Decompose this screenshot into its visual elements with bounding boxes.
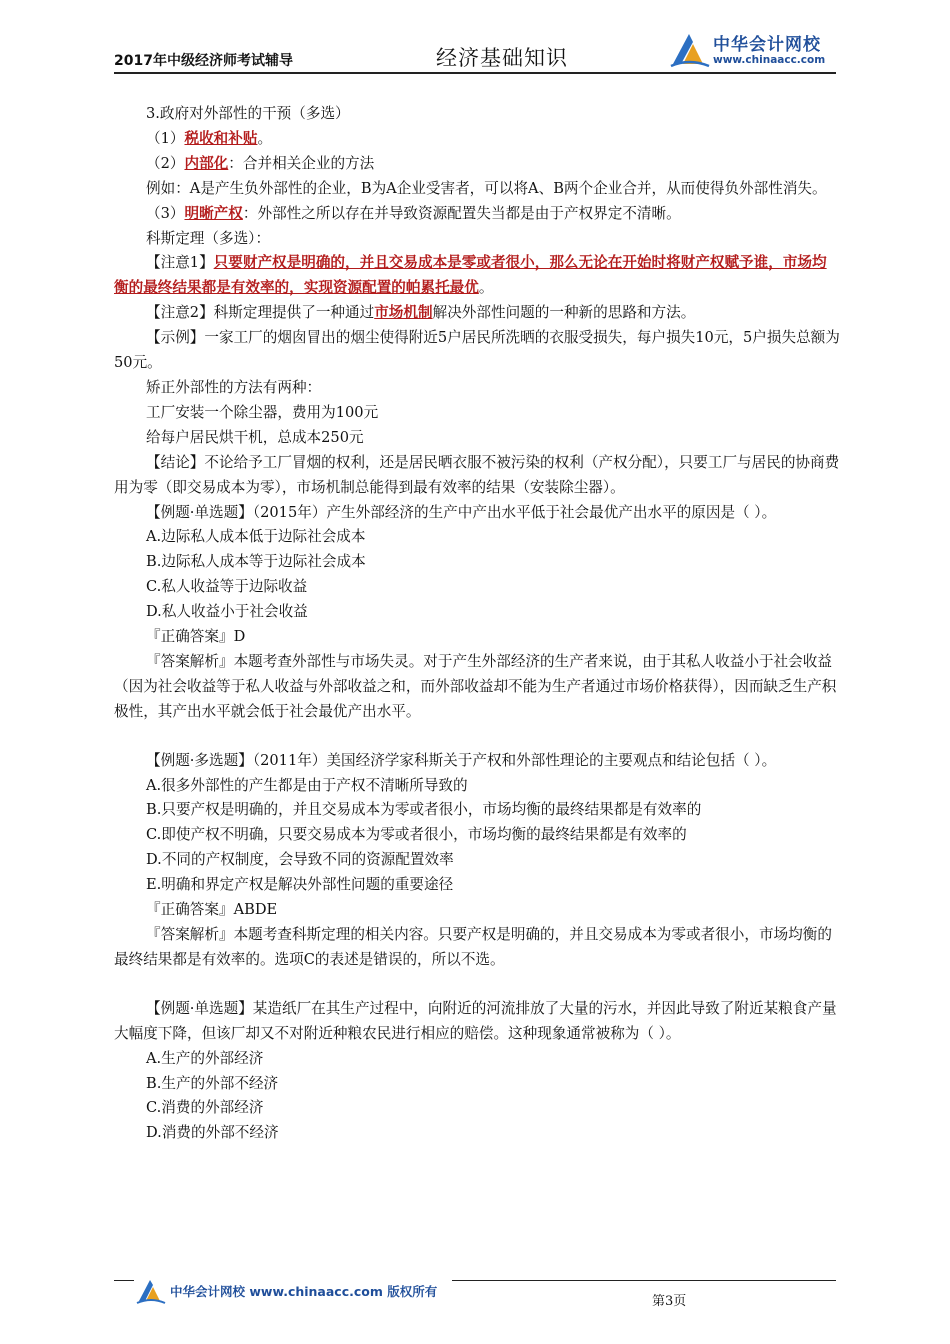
paragraph: 【结论】不论给予工厂冒烟的权利，还是居民晒衣服不被污染的权利（产权分配），只要工厂与居民的协商费用为零（即交易成本为零），市场机制总能得到最有效率的结果（安装除尘器）。 — [114, 453, 840, 496]
option: C.即使产权不明确，只要交易成本为零或者很小，市场均衡的最终结果都是有效率的 — [146, 826, 687, 844]
paragraph: 科斯定理（多选）： — [146, 229, 271, 247]
answer-explanation: 『答案解析』本题考查外部性与市场失灵。对于产生外部经济的生产者来说，由于其私人收益小于社会收益（因为社会收益等于私人收益与外部收益之和，而外部收益却不能为生产者通过市场价格获得），因而缺乏生产积极性，其产出水平就会低于社会最优产出水平。 — [114, 652, 837, 720]
question-stem: 【例题·单选题】（2015年）产生外部经济的生产中产出水平低于社会最优产出水平的原因是（ ）。 — [146, 503, 777, 521]
option: D.不同的产权制度，会导致不同的资源配置效率 — [146, 851, 454, 869]
option: B.生产的外部不经济 — [146, 1074, 279, 1092]
footer-logo-icon — [136, 1276, 166, 1306]
option: D.私人收益小于社会收益 — [146, 603, 308, 621]
answer: 『正确答案』ABDE — [146, 901, 278, 919]
paragraph: 矫正外部性的方法有两种： — [146, 378, 322, 396]
note-paragraph: 【注意1】只要财产权是明确的，并且交易成本是零或者很小，那么无论在开始时将财产权赋予谁，市场均衡的最终结果都是有效率的，实现资源配置的帕累托最优。 — [114, 254, 827, 297]
option: C.私人收益等于边际收益 — [146, 578, 308, 596]
header-divider — [114, 72, 836, 74]
section-heading: 3.政府对外部性的干预（多选） — [146, 105, 350, 122]
school-logo — [669, 28, 839, 72]
option: C.消费的外部经济 — [146, 1099, 264, 1117]
footer-copyright: 中华会计网校 www.chinaacc.com 版权所有 — [170, 1284, 438, 1299]
logo-url: www.chinaacc.com — [713, 54, 826, 66]
note-paragraph: 【注意2】科斯定理提供了一种通过市场机制解决外部性问题的一种新的思路和方法。 — [146, 304, 696, 322]
option: B.只要产权是明确的，并且交易成本为零或者很小，市场均衡的最终结果都是有效率的 — [146, 801, 702, 819]
page-header — [114, 26, 836, 76]
key-term: 内部化 — [184, 154, 229, 172]
option: A.很多外部性的产生都是由于产权不清晰所导致的 — [146, 776, 468, 794]
page-content — [114, 102, 840, 1146]
option: E.明确和界定产权是解决外部性问题的重要途径 — [146, 876, 454, 894]
logo-mark-icon — [669, 30, 711, 70]
option: A.生产的外部经济 — [146, 1049, 264, 1067]
question-stem: 【例题·多选题】（2011年）美国经济学家科斯关于产权和外部性理论的主要观点和结论包括（ ）。 — [146, 751, 777, 769]
subject-title: 经济基础知识 — [436, 46, 568, 70]
paragraph: 给每户居民烘干机，总成本250元 — [146, 428, 364, 446]
option: A.边际私人成本低于边际社会成本 — [146, 528, 366, 546]
answer: 『正确答案』D — [146, 628, 246, 646]
key-term: 市场机制 — [374, 304, 433, 322]
footer-divider — [452, 1280, 836, 1281]
list-item: （1）税收和补贴。 — [146, 129, 273, 147]
key-term: 税收和补贴 — [184, 129, 258, 147]
paragraph: 例如：A是产生负外部性的企业，B为A企业受害者，可以将A、B两个企业合并，从而使得负外部性消失。 — [146, 179, 827, 197]
page-number: 第3页 — [652, 1294, 687, 1309]
key-term: 明晰产权 — [184, 204, 243, 222]
footer-divider — [114, 1280, 134, 1281]
paragraph: 【示例】一家工厂的烟囱冒出的烟尘使得附近5户居民所洗晒的衣服受损失，每户损失10元，5户损失总额为50元。 — [114, 329, 840, 372]
exam-title: 2017年中级经济师考试辅导 — [114, 53, 293, 69]
question-stem: 【例题·单选题】某造纸厂在其生产过程中，向附近的河流排放了大量的污水，并因此导致了附近某粮食产量大幅度下降，但该厂却又不对附近种粮农民进行相应的赔偿。这种现象通常被称为（ ）。 — [114, 999, 837, 1042]
logo-name: 中华会计网校 — [713, 35, 821, 55]
option: B.边际私人成本等于边际社会成本 — [146, 553, 366, 571]
page-footer — [114, 1276, 836, 1316]
key-statement: 只要财产权是明确的，并且交易成本是零或者很小，那么无论在开始时将财产权赋予谁，市场均衡的最终结果都是有效率的，实现资源配置的帕累托最优 — [114, 254, 827, 297]
list-item: （2）内部化：合并相关企业的方法 — [146, 154, 375, 172]
paragraph: 工厂安装一个除尘器，费用为100元 — [146, 403, 379, 421]
list-item: （3）明晰产权：外部性之所以存在并导致资源配置失当都是由于产权界定不清晰。 — [146, 204, 681, 222]
option: D.消费的外部不经济 — [146, 1124, 279, 1142]
answer-explanation: 『答案解析』本题考查科斯定理的相关内容。只要产权是明确的，并且交易成本为零或者很小，市场均衡的最终结果都是有效率的。选项C的表述是错误的，所以不选。 — [114, 926, 832, 968]
